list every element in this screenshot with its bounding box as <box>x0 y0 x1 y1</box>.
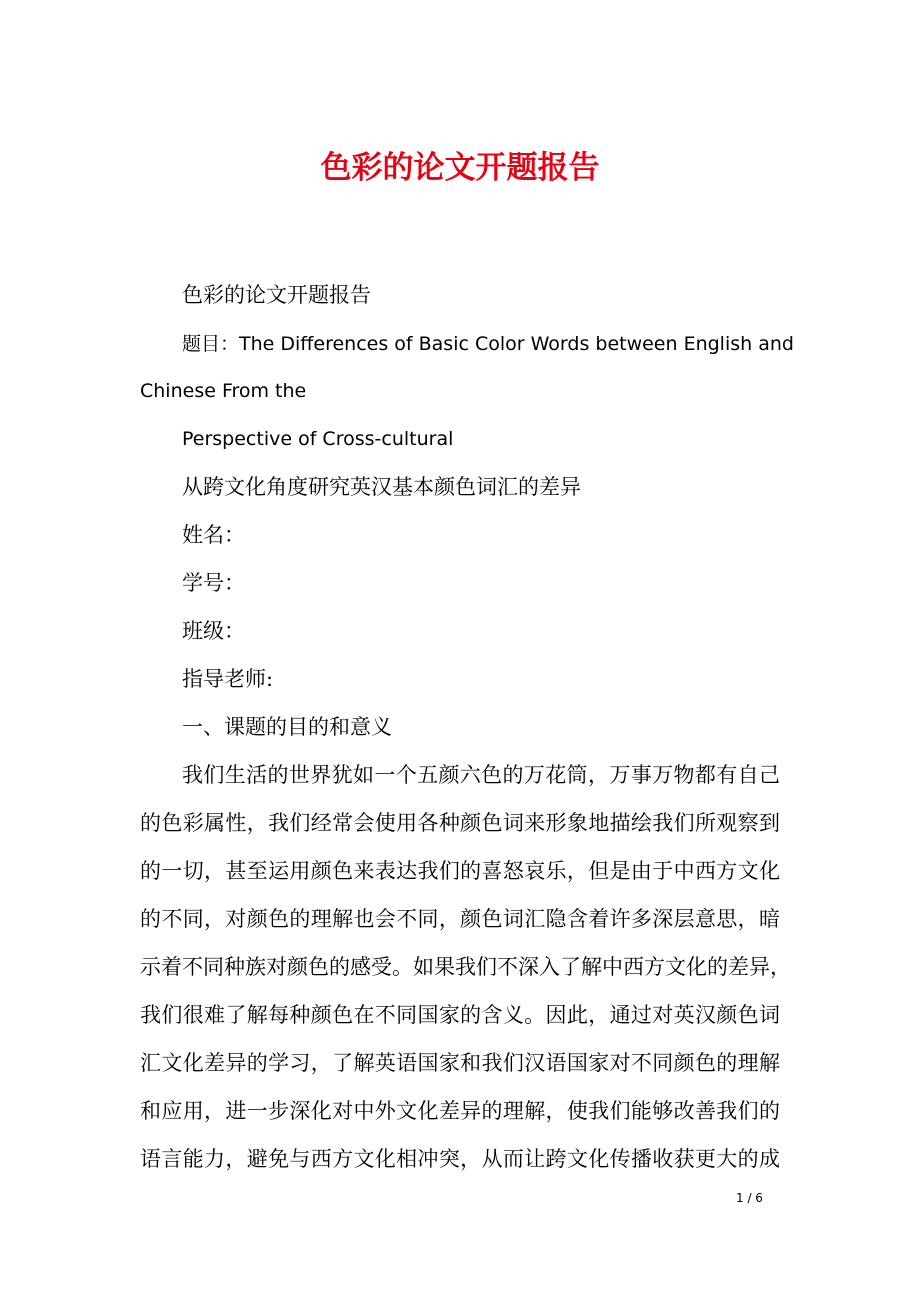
paragraph-line: 汇文化差异的学习，了解英语国家和我们汉语国家对不同颜色的理解 <box>140 1051 780 1075</box>
class-label: 班级： <box>182 619 245 643</box>
paragraph-line: 我们生活的世界犹如一个五颜六色的万花筒，万事万物都有自己 <box>182 763 780 787</box>
page-number: 1 / 6 <box>736 1191 763 1205</box>
paragraph-line: 示着不同种族对颜色的感受。如果我们不深入了解中西方文化的差异， <box>140 955 791 979</box>
section-heading: 一、课题的目的和意义 <box>182 715 392 739</box>
topic-line-1-text: 题目：The Differences of Basic Color Words between English and <box>182 333 794 355</box>
paragraph-line: 的色彩属性，我们经常会使用各种颜色词来形象地描绘我们所观察到 <box>140 811 780 835</box>
advisor-label: 指导老师: <box>182 667 274 691</box>
document-title: 色彩的论文开题报告 <box>320 150 600 186</box>
heading-repeat: 色彩的论文开题报告 <box>182 283 371 307</box>
paragraph-line: 语言能力，避免与西方文化相冲突，从而让跨文化传播收获更大的成 <box>140 1147 780 1171</box>
paragraph-line: 我们很难了解每种颜色在不同国家的含义。因此，通过对英汉颜色词 <box>140 1003 780 1027</box>
name-label: 姓名： <box>182 523 245 547</box>
topic-line-3: Perspective of Cross-cultural <box>182 428 454 450</box>
paragraph-line: 的不同，对颜色的理解也会不同，颜色词汇隐含着许多深层意思，暗 <box>140 907 780 931</box>
paragraph-line: 和应用，进一步深化对中外文化差异的理解，使我们能够改善我们的 <box>140 1099 780 1123</box>
chinese-topic: 从跨文化角度研究英汉基本颜色词汇的差异 <box>182 475 581 499</box>
topic-line-2: Chinese From the <box>140 380 307 402</box>
paragraph-line: 的一切，甚至运用颜色来表达我们的喜怒哀乐，但是由于中西方文化 <box>140 859 780 883</box>
topic-line-1 <box>182 328 794 359</box>
student-id-label: 学号： <box>182 571 245 595</box>
